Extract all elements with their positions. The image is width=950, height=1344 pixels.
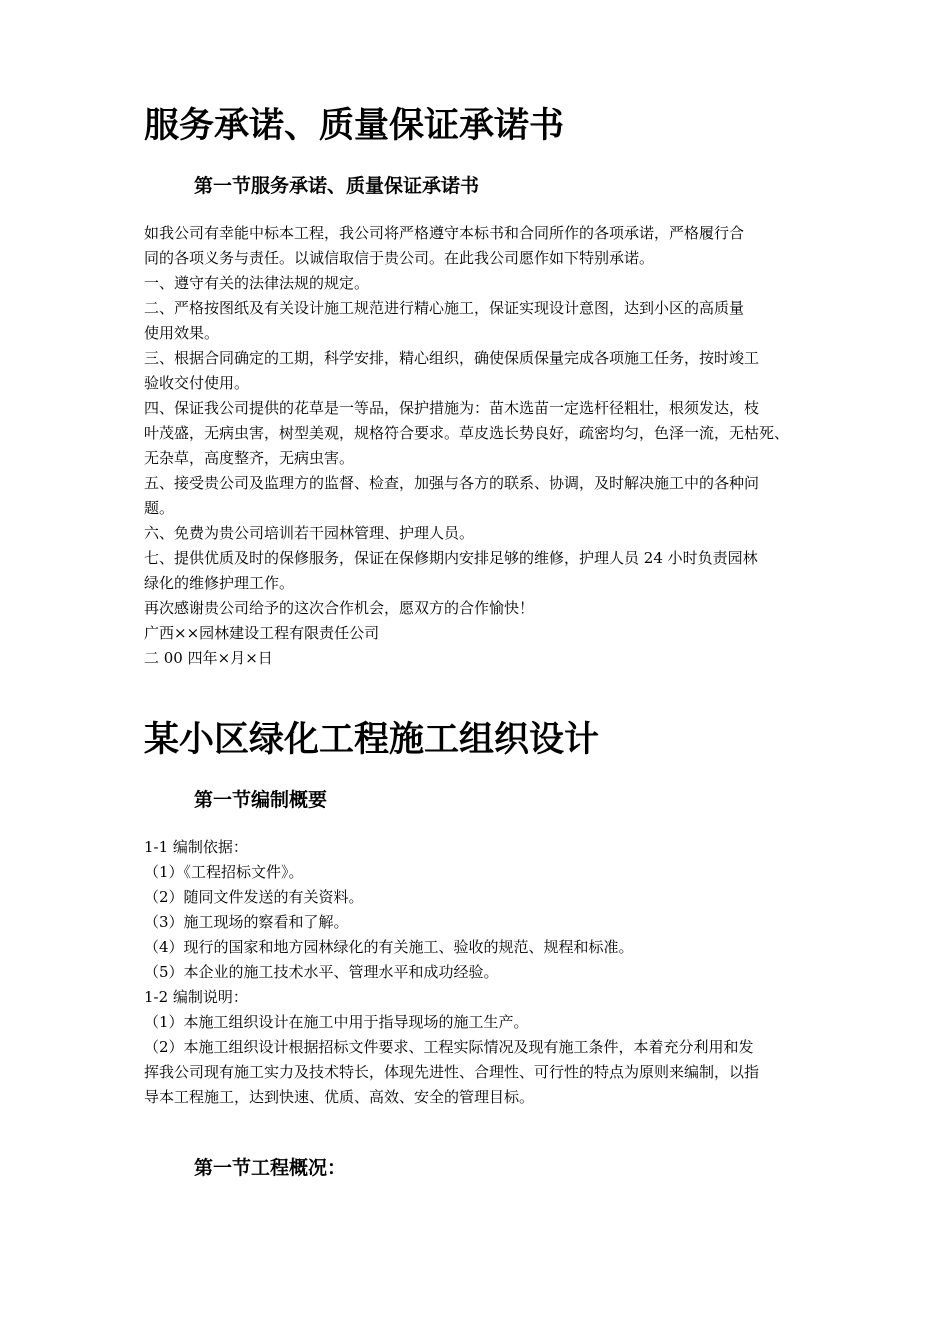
paragraph-line: 五、接受贵公司及监理方的监督、检查，加强与各方的联系、协调，及时解决施工中的各种问: [144, 474, 760, 492]
paragraph-line: 题。: [144, 499, 175, 517]
paragraph-line: 导本工程施工，达到快速、优质、高效、安全的管理目标。: [144, 1088, 535, 1106]
section-heading-commitment: 第一节服务承诺、质量保证承诺书: [194, 175, 480, 197]
paragraph-line: 七、提供优质及时的保修服务，保证在保修期内安排足够的维修，护理人员 24 小时负责园林: [144, 549, 758, 567]
section-heading-project-overview: 第一节工程概况：: [194, 1157, 347, 1179]
paragraph-line: 二、严格按图纸及有关设计施工规范进行精心施工，保证实现设计意图，达到小区的高质量: [144, 299, 745, 317]
paragraph-line: （2）本施工组织设计根据招标文件要求、工程实际情况及现有施工条件，本着充分利用和发: [144, 1038, 754, 1056]
document-title-commitment: 服务承诺、质量保证承诺书: [144, 106, 565, 146]
paragraph-line: 三、根据合同确定的工期，科学安排，精心组织，确使保质保量完成各项施工任务，按时竣工: [144, 349, 760, 367]
paragraph-line: 再次感谢贵公司给予的这次合作机会，愿双方的合作愉快！: [144, 599, 535, 617]
paragraph-line: （5）本企业的施工技术水平、管理水平和成功经验。: [144, 963, 499, 981]
document-title-construction-design: 某小区绿化工程施工组织设计: [144, 720, 600, 760]
paragraph-line: 六、免费为贵公司培训若干园林管理、护理人员。: [144, 524, 475, 542]
paragraph-line: 如我公司有幸能中标本工程，我公司将严格遵守本标书和合同所作的各项承诺，严格履行合: [144, 224, 745, 242]
paragraph-line: 绿化的维修护理工作。: [144, 574, 295, 592]
paragraph-line: 无杂草，高度整齐，无病虫害。: [144, 449, 355, 467]
paragraph-line: （3）施工现场的察看和了解。: [144, 913, 349, 931]
paragraph-line: 使用效果。: [144, 324, 220, 342]
overview-body: [144, 835, 824, 1110]
commitment-body: [144, 221, 824, 671]
paragraph-line: 1-1 编制依据：: [144, 838, 248, 856]
paragraph-line: 叶茂盛，无病虫害，树型美观，规格符合要求。草皮选长势良好，疏密均匀，色泽一流，无枯死、: [144, 424, 790, 442]
paragraph-line: 一、遵守有关的法律法规的规定。: [144, 274, 370, 292]
paragraph-line: （1）《工程招标文件》。: [144, 863, 304, 881]
section-heading-overview: 第一节编制概要: [194, 789, 328, 811]
paragraph-line: （1）本施工组织设计在施工中用于指导现场的施工生产。: [144, 1013, 529, 1031]
paragraph-line: 同的各项义务与责任。以诚信取信于贵公司。在此我公司愿作如下特别承诺。: [144, 249, 655, 267]
company-name: 广西××园林建设工程有限责任公司: [144, 624, 380, 642]
paragraph-line: 验收交付使用。: [144, 374, 250, 392]
paragraph-line: 四、保证我公司提供的花草是一等品，保护措施为：苗木选苗一定选杆径粗壮，根须发达，枝: [144, 399, 760, 417]
paragraph-line: （2）随同文件发送的有关资料。: [144, 888, 364, 906]
paragraph-line: （4）现行的国家和地方园林绿化的有关施工、验收的规范、规程和标准。: [144, 938, 634, 956]
paragraph-line: 挥我公司现有施工实力及技术特长，体现先进性、合理性、可行性的特点为原则来编制，以指: [144, 1063, 760, 1081]
paragraph-line: 1-2 编制说明：: [144, 988, 248, 1006]
signature-date: 二 00 四年×月×日: [144, 649, 273, 667]
